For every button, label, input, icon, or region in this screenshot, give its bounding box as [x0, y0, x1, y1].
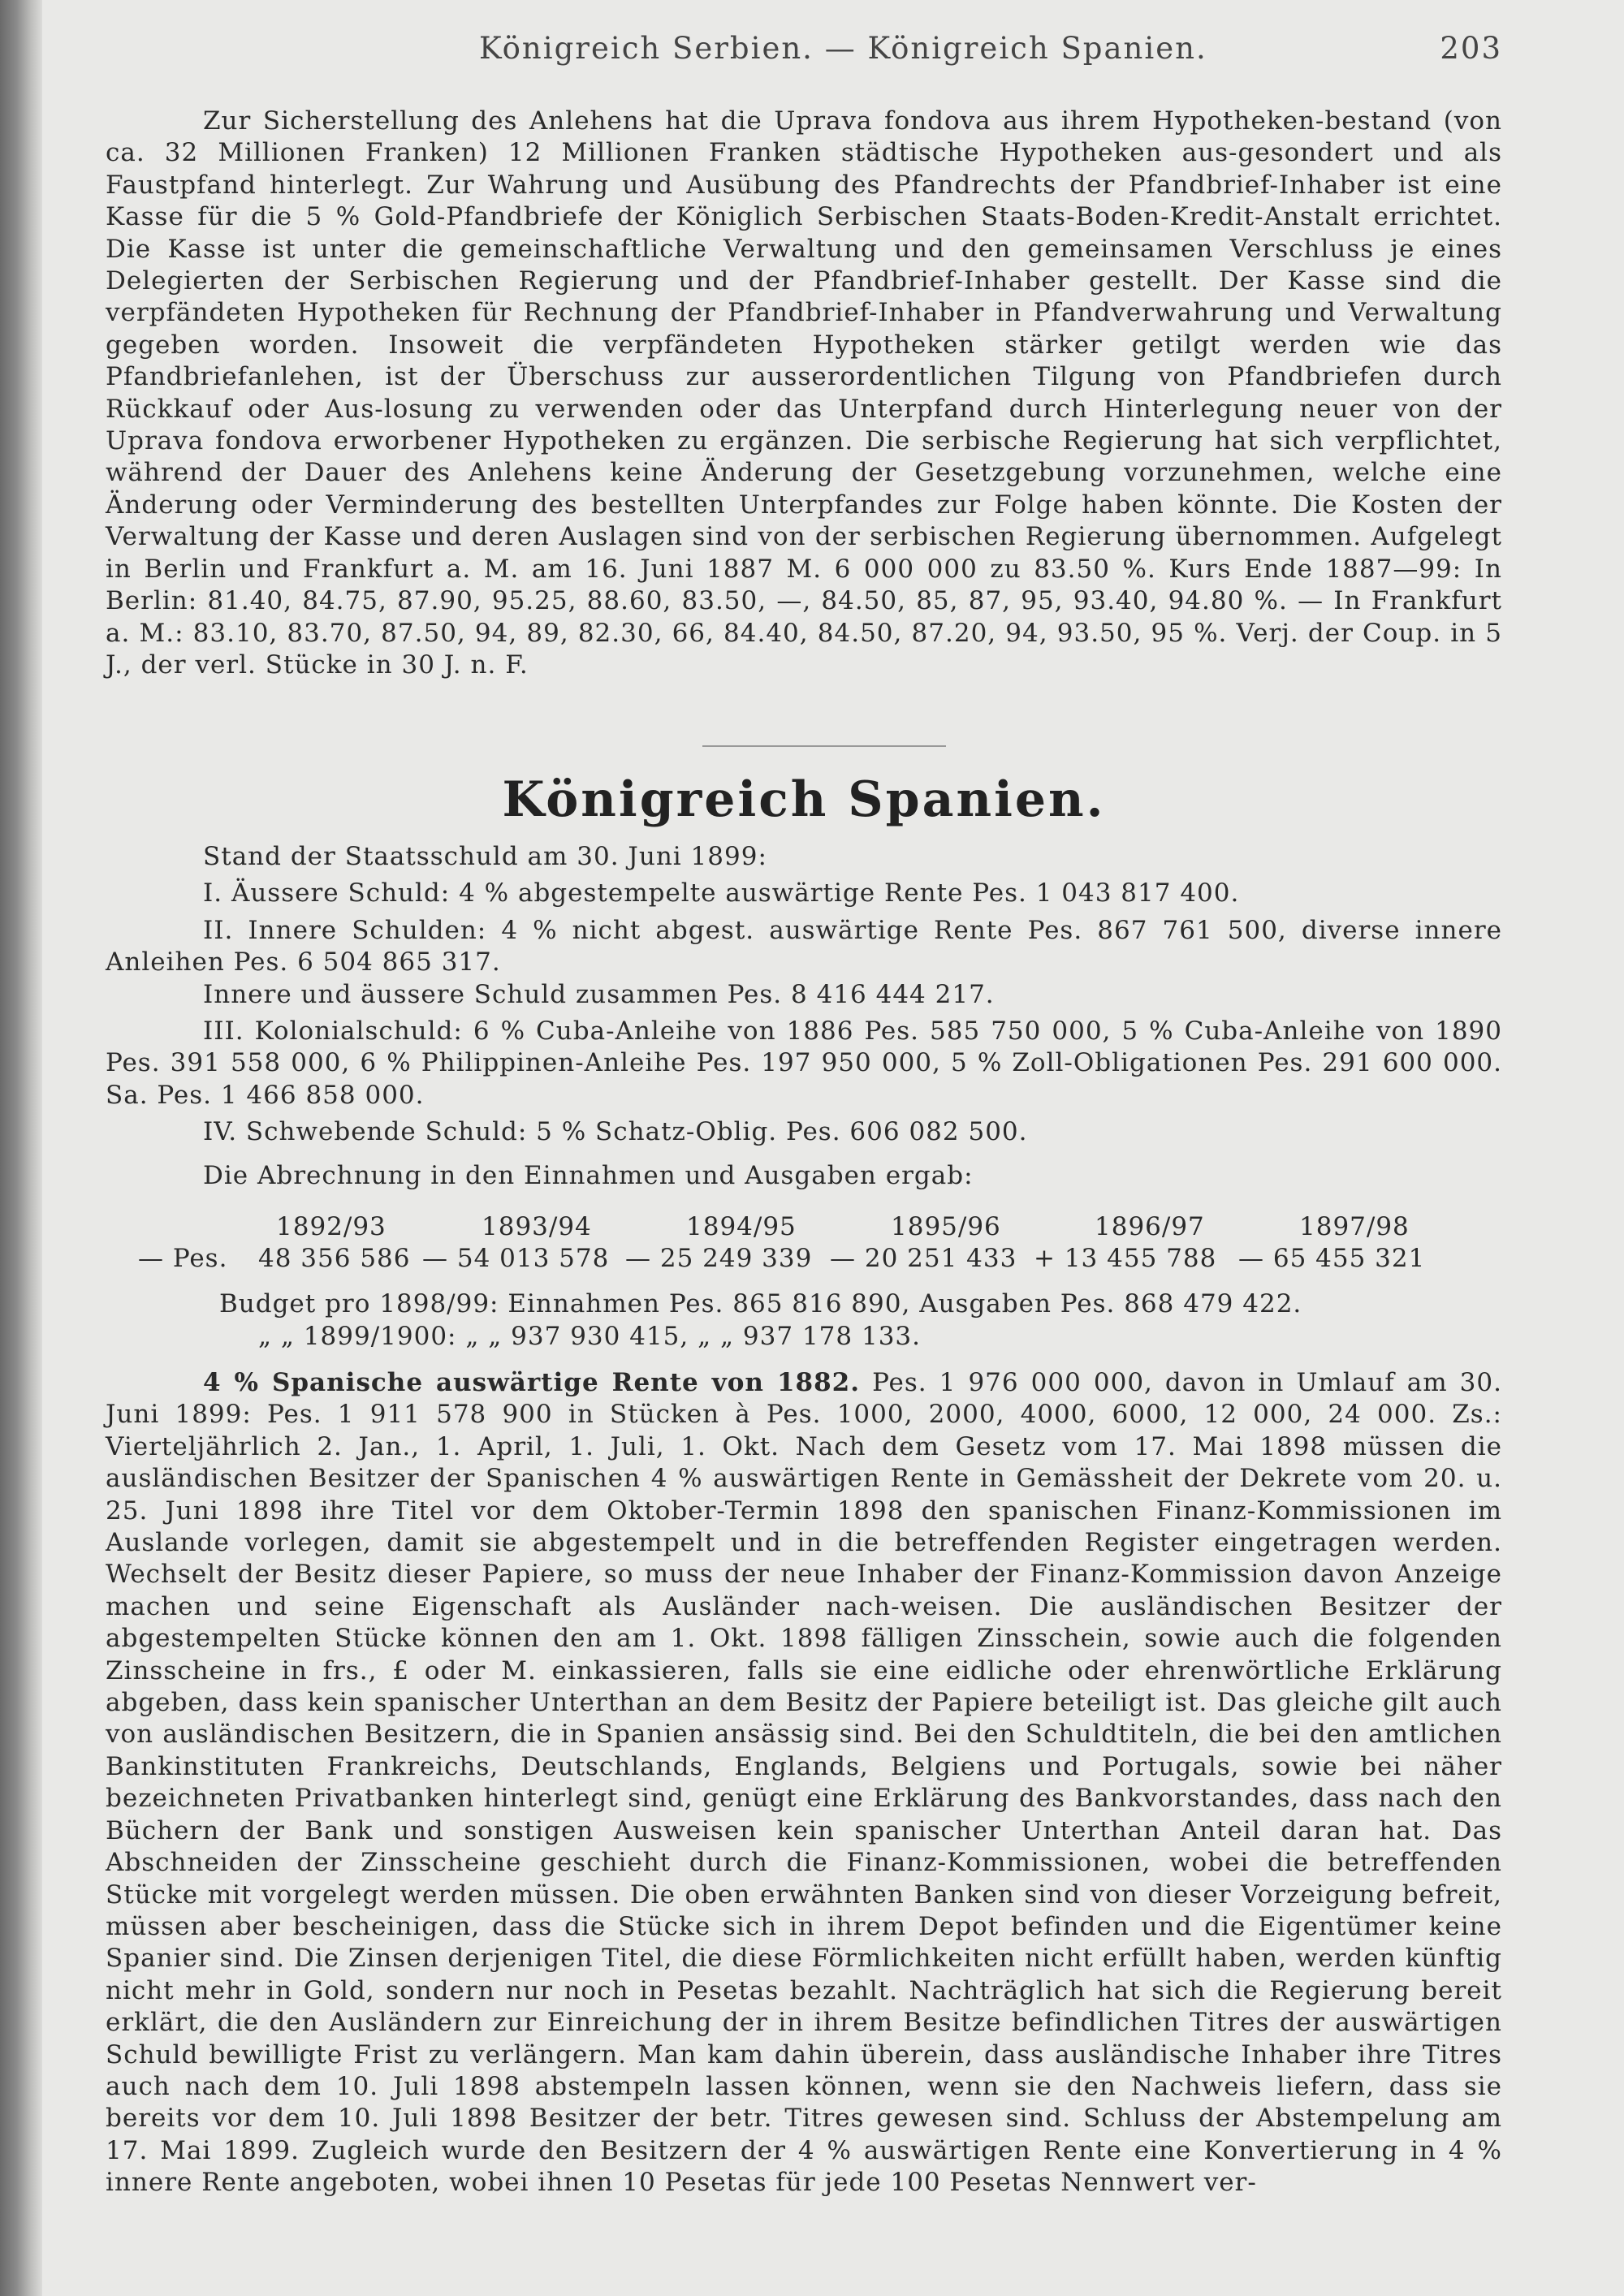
results-prefix: — Pes.	[138, 1244, 228, 1273]
year-cell: 1896/97	[1095, 1212, 1205, 1241]
year-cell: 1897/98	[1299, 1212, 1410, 1241]
year-cell: 1895/96	[891, 1212, 1001, 1241]
result-cell: + 13 455 788	[1034, 1244, 1217, 1273]
rente-text: Pes. 1 976 000 000, davon in Umlauf am 30. Juni 1899: Pes. 1 911 578 900 in Stücken à Pes. 1000, 2000, 4000, 6000, 12 000, 24 000. Zs.: Vierteljährlich 2. Jan., 1. April, 1. Juli, 1. Okt. Nach dem Gesetz vom 17. Mai 1898 müssen die ausländischen Besitzer der Spanischen 4 % auswärtigen Rente in Gemässheit der Dekrete vom 20. u. 25. Juni 1898 ihre Titel vor dem Oktober-Termin 1898 den spanischen Finanz-Kommissionen im Auslande vorlegen, damit sie abgestempelt und in die betreffenden Register eingetragen werden. Wechselt der Besitz dieser Papiere, so muss der neue Inhaber der Finanz-Kommission davon Anzeige machen und seine Eigenschaft als Ausländer nach-weisen. Die ausländischen Besitzer der abgestempelten Stücke können den am 1. Okt. 1898 fälligen Zinsschein, sowie auch die folgenden Zinsscheine in frs., £ oder M. einkassieren, falls sie eine eidliche oder ehrenwörtliche Erklärung abgeben, dass kein spanischer Unterthan an dem Besitz der Papiere beteiligt ist. Das gleiche gilt auch von ausländischen Besitzern, die in Spanien ansässig sind. Bei den Schuldtiteln, die bei den amtlichen Bankinstituten Frankreichs, Deutschlands, Englands, Belgiens und Portugals, sowie bei näher bezeichneten Privatbanken hinterlegt sind, genügt eine Erklärung des Bankvorstandes, dass nach den Büchern der Bank und sonstigen Ausweisen kein spanischer Unterthan Anteil daran hat. Das Abschneiden der Zinsscheine geschieht durch die Finanz-Kommissionen, wobei die betreffenden Stücke mit vorgelegt werden müssen. Die oben erwähnten Banken sind von dieser Vorzeigung befreit, müssen aber bescheinigen, dass die Stücke sich in ihrem Depot befinden und die Eigentümer keine Spanier sind. Die Zinsen derjenigen Titel, die diese Förmlichkeiten nicht erfüllt haben, werden künftig nicht mehr in Gold, sondern nur noch in Pesetas bezahlt. Nachträglich hat sich die Regierung bereit erklärt, die den Ausländern zur Einreichung der in ihrem Besitze befindlichen Titres der auswärtigen Schuld bewilligte Frist zu verlängern. Man kam dahin überein, dass ausländische Inhaber ihre Titres auch nach dem 10. Juli 1898 abstempeln lassen können, wenn sie den Nachweis liefern, dass sie bereits vor dem 10. Juli 1898 Besitzer der betr. Titres gewesen sind. Schluss der Abstempelung am 17. Mai 1899. Zugleich wurde den Besitzern der 4 % auswärtigen Rente eine Konvertierung in 4 % innere Rente angeboten, wobei ihnen 10 Pesetas für jede 100 Pesetas Nennwert ver-	[106, 1368, 1502, 2198]
running-head	[106, 31, 1502, 71]
section-divider	[702, 745, 946, 747]
budget-line-1: Budget pro 1898/99: Einnahmen Pes. 865 816 890, Ausgaben Pes. 868 479 422.	[219, 1289, 1302, 1318]
result-cell: 48 356 586	[258, 1244, 411, 1273]
page-number: 203	[1440, 31, 1502, 66]
abrechnung-intro: Die Abrechnung in den Einnahmen und Ausgaben ergab:	[203, 1160, 974, 1190]
stand-line: Stand der Staatsschuld am 30. Juni 1899:	[203, 842, 767, 871]
result-cell: — 65 455 321	[1238, 1244, 1426, 1273]
schuld-item-3: III. Kolonialschuld: 6 % Cuba-Anleihe von 1886 Pes. 585 750 000, 5 % Cuba-Anleihe von 1890 Pes. 391 558 000, 6 % Philippinen-Anleihe Pes. 197 950 000, 5 % Zoll-Obligationen Pes. 291 600 000. Sa. Pes. 1 466 858 000.	[106, 1016, 1502, 1110]
rente-paragraph	[106, 1367, 1502, 2199]
schuld-item-4: IV. Schwebende Schuld: 5 % Schatz-Oblig. Pes. 606 082 500.	[203, 1117, 1028, 1147]
document-page	[106, 0, 1502, 2296]
abrechnung-results-row	[106, 1244, 1502, 1276]
serbien-section	[106, 106, 1502, 681]
year-cell: 1892/93	[276, 1212, 387, 1241]
abrechnung-years-row	[106, 1212, 1502, 1245]
book-binding-edge	[0, 0, 42, 2296]
serbien-paragraph: Zur Sicherstellung des Anlehens hat die Uprava fondova aus ihrem Hypotheken-bestand (von ca. 32 Millionen Franken) 12 Millionen Franken städtische Hypotheken aus-gesondert und als Faustpfand hinterlegt. Zur Wahrung und Ausübung des Pfandrechts der Pfandbrief-Inhaber ist eine Kasse für die 5 % Gold-Pfandbriefe der Königlich Serbischen Staats-Boden-Kredit-Anstalt errichtet. Die Kasse ist unter die gemeinschaftliche Verwaltung und den gemeinsamen Verschluss je eines Delegierten der Serbischen Regierung und der Pfandbrief-Inhaber gestellt. Der Kasse sind die verpfändeten Hypotheken für Rechnung der Pfandbrief-Inhaber in Pfandverwahrung und Verwaltung gegeben worden. Insoweit die verpfändeten Hypotheken stärker getilgt werden wie das Pfandbriefanlehen, ist der Überschuss zur ausserordentlichen Tilgung von Pfandbriefen durch Rückkauf oder Aus-losung zu verwenden oder das Unterpfand durch Hinterlegung neuer von der Uprava fondova erworbener Hypotheken zu ergänzen. Die serbische Regierung hat sich verpflichtet, während der Dauer des Anlehens keine Änderung der Gesetzgebung vorzunehmen, welche eine Änderung oder Verminderung des bestellten Unterpfandes zur Folge haben könnte. Die Kosten der Verwaltung der Kasse und deren Auslagen sind von der serbischen Regierung übernommen. Aufgelegt in Berlin und Frankfurt a. M. am 16. Juni 1887 M. 6 000 000 zu 83.50 %. Kurs Ende 1887—99: In Berlin: 81.40, 84.75, 87.90, 95.25, 88.60, 83.50, —, 84.50, 85, 87, 95, 93.40, 94.80 %. — In Frankfurt a. M.: 83.10, 83.70, 87.50, 94, 89, 82.30, 66, 84.40, 84.50, 87.20, 94, 93.50, 95 %. Verj. der Coup. in 5 J., der verl. Stücke in 30 J. n. F.	[106, 106, 1502, 680]
year-cell: 1894/95	[686, 1212, 797, 1241]
result-cell: — 25 249 339	[625, 1244, 813, 1273]
result-cell: — 54 013 578	[422, 1244, 610, 1273]
rente-heading: 4 % Spanische auswärtige Rente von 1882.	[203, 1368, 861, 1397]
schuld-item-2: II. Innere Schulden: 4 % nicht abgest. auswärtige Rente Pes. 867 761 500, diverse innere Anleihen Pes. 6 504 865 317.	[106, 915, 1502, 978]
year-cell: 1893/94	[482, 1212, 592, 1241]
budget-line-2: „ „ 1899/1900: „ „ 937 930 415, „ „ 937 178 133.	[258, 1322, 922, 1351]
schuld-total: Innere und äussere Schuld zusammen Pes. 8 416 444 217.	[203, 979, 995, 1009]
running-head-title: Königreich Serbien. — Königreich Spanien.	[479, 31, 1207, 66]
schuldenstand-block	[106, 841, 1502, 1192]
schuld-item-1: I. Äussere Schuld: 4 % abgestempelte auswärtige Rente Pes. 1 043 817 400.	[203, 878, 1240, 908]
rente-section	[106, 1367, 1502, 2199]
section-title-spanien: Königreich Spanien.	[502, 771, 1106, 828]
result-cell: — 20 251 433	[830, 1244, 1017, 1273]
